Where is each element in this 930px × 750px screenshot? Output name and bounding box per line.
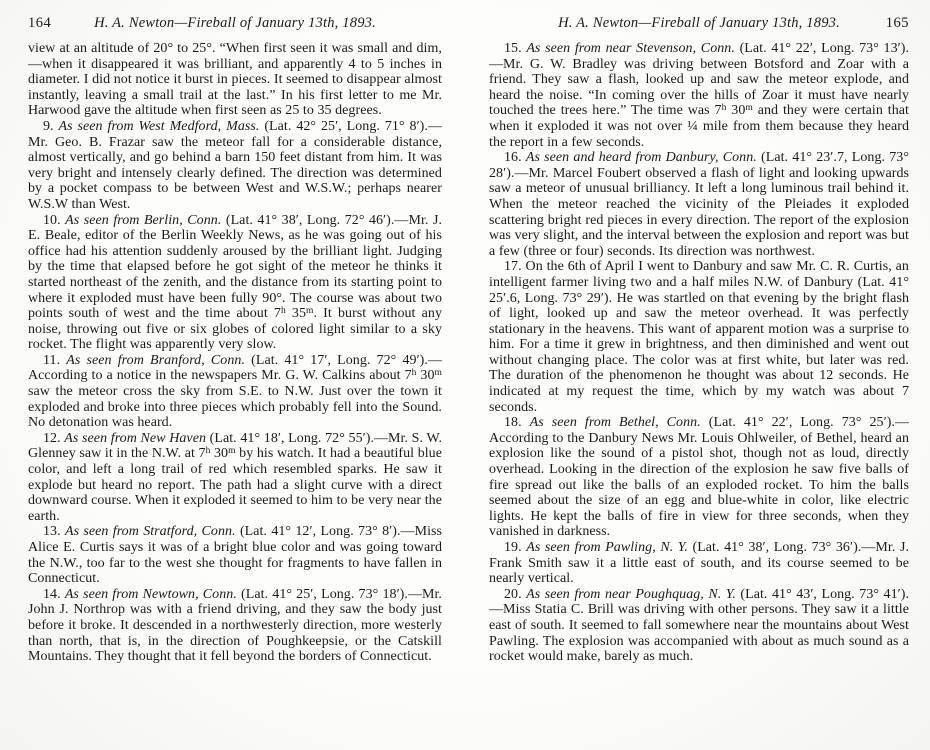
paragraph	[28, 587, 442, 665]
superscript: m	[434, 368, 442, 379]
text-run: (Lat. 41° 43′, Long. 73° 41′).—Miss Statia C. Brill was driving with other persons. They saw it a little east of south. It seemed to fall somewhere near the mountains about West Pawling. The explosion was accompanied with about as much sound as a rocket would make, barely as much.	[489, 586, 909, 665]
text-run: (Lat. 41° 17′, Long. 72° 49′).—According to a notice in the newspapers Mr. G. W. Calkins about 7	[28, 352, 442, 384]
superscript: h	[205, 446, 211, 457]
locality-phrase: As seen from Pawling, N. Y.	[526, 540, 688, 555]
superscript: m	[745, 103, 753, 114]
superscript: h	[280, 306, 286, 317]
text-run: by his watch. It had a beautiful blue color, and left a long trail of red which resembled sparks. He saw it explode but heard no report. The path had a slight curve with a direct downward course. When it exploded it seemed to him to be very near the earth.	[28, 446, 442, 524]
locality-phrase: As seen from Newtown, Conn.	[64, 586, 237, 602]
page-header-left	[28, 0, 442, 32]
text-run: (Lat. 41° 18′, Long. 72° 55′).—Mr. S. W. Glenney saw it in the N.W. at 7	[28, 430, 442, 462]
text-run: 10.	[43, 212, 66, 228]
paragraph	[489, 259, 909, 415]
page-body-left	[28, 41, 442, 665]
locality-phrase: As seen from Stratford, Conn.	[64, 524, 236, 540]
text-run: (Lat. 41° 22′, Long. 73° 13′).—Mr. G. W. Bradley was driving between Botsford and Zoar with a friend. They saw a flash, looked up and saw the meteor explode, and heard the noise. “In coming over the hills of Zoar it must have nearly touched the trees here.” The time was 7	[489, 41, 910, 119]
locality-phrase: As seen from West Medford, Mass.	[58, 118, 260, 134]
text-run: view at an altitude of 20° to 25°. “When first seen it was small and dim,—when it disappeared it was brilliant, and apparently 4 to 5 inches in diameter. I did not notice it burst in pieces. It seemed to disappear almost instantly, leaving a small trail at the last.” In his first letter to me Mr. Harwood gave the altitude when first seen as 25 to 35 degrees.	[28, 41, 442, 119]
page-left	[28, 0, 442, 665]
text-run: (Lat. 41° 12′, Long. 73° 8′).—Miss Alice E. Curtis says it was of a bright blue color and was going toward the N.W., too far to the west she thought for fragments to have fallen in Connecticut.	[28, 524, 443, 587]
text-run: 35	[285, 306, 307, 322]
text-run: 18.	[504, 415, 530, 431]
paragraph	[489, 587, 909, 665]
running-title-left: H. A. Newton—Fireball of January 13th, 1893.	[94, 15, 376, 31]
locality-phrase: As seen and heard from Danbury, Conn.	[525, 150, 757, 166]
page-header-right	[489, 0, 909, 32]
locality-phrase: As seen from Branford, Conn.	[66, 352, 245, 368]
text-run: 30	[210, 446, 229, 462]
locality-phrase: As seen from near Stevenson, Conn.	[526, 41, 735, 56]
text-run: 11.	[43, 352, 67, 368]
paragraph	[28, 213, 442, 353]
paragraph	[489, 41, 909, 150]
page-number-right: 165	[885, 15, 909, 31]
text-run: 30	[726, 103, 746, 119]
running-title-right: H. A. Newton—Fireball of January 13th, 1893.	[558, 15, 840, 31]
locality-phrase: As seen from Bethel, Conn.	[529, 415, 701, 431]
text-run: 9.	[43, 118, 59, 134]
text-run: (Lat. 41° 38′, Long. 73° 36′).—Mr. J. Frank Smith saw it a little east of south, and its course seemed to be nearly vertical.	[489, 540, 910, 587]
text-run: 20.	[504, 586, 527, 602]
text-run: 19.	[504, 540, 527, 555]
text-run: 13.	[43, 524, 65, 540]
text-run: 15.	[504, 41, 527, 56]
superscript: m	[228, 446, 236, 457]
text-run: 12.	[43, 430, 65, 446]
locality-phrase: As seen from Berlin, Conn.	[65, 212, 222, 228]
paragraph	[28, 524, 442, 586]
text-run: and they were certain that when it exploded it was not over ¼ mile from them because they heard the report in a few seconds.	[489, 103, 909, 150]
paragraph	[28, 431, 442, 525]
text-run: 14.	[43, 586, 65, 602]
text-run: 17. On the 6th of April I went to Danbury and saw Mr. C. R. Curtis, an intelligent farmer living two and a half miles N.W. of Danbury (Lat. 41° 25′.6, Long. 73° 29′). He was startled on that evening by the bright flash of light, looked up and saw the meteor overhead. It was perfectly stationary in the heavens. This want of apparent motion was a surprise to him. For a time it grew in brightness, and then diminished and went out without changing place. The color was at first white, but later was red. The duration of the phenomenon he thought was about 12 seconds. He indicated at my request the time, which by my watch was about 7 seconds.	[489, 259, 909, 415]
superscript: h	[721, 103, 727, 114]
text-run: . It burst without any noise, throwing out five or six globes of colored light similar to a sky rocket. The flight was apparently very slow.	[28, 306, 442, 353]
text-run: (Lat. 41° 23′.7, Long. 73° 28′).—Mr. Marcel Foubert observed a flash of light and looking upwards saw a meteor of unusual brilliancy. It left a long luminous trail behind it. When the meteor reached the vicinity of the Pleiades it exploded scattering bright red pieces in every direction. The report of the explosion was very slight, and the interval between the explosion and report was but a few (three or four) seconds. Its direction was northwest.	[489, 150, 910, 259]
text-run: (Lat. 42° 25′, Long. 71° 8′).—Mr. Geo. B. Frazar saw the meteor fall for a considerable distance, almost vertically, and go behind a barn 150 feet distant from him. It was very bright and intensely clearly defined. The direction was determined by a pocket compass to be between West and W.S.W.; perhaps nearer W.S.W than West.	[28, 118, 442, 212]
paragraph	[489, 540, 909, 587]
text-run: saw the meteor cross the sky from S.E. to N.W. Just over the town it exploded and broke into three pieces which probably fell into the Sound. No detonation was heard.	[28, 384, 442, 431]
superscript: m	[306, 306, 314, 317]
superscript: h	[411, 368, 417, 379]
paragraph	[489, 415, 909, 540]
paragraph	[28, 41, 442, 119]
text-run: (Lat. 41° 38′, Long. 72° 46′).—Mr. J. E. Beale, editor of the Berlin Weekly News, as he was going out of his office had his attention suddenly aroused by the brilliant light. Judging by the time that elapsed before he got sight of the meteor he thinks it started northeast of the zenith, and the distance from its starting point to where it exploded must have been fully 90°. The course was about two points south of west and the time about 7	[28, 212, 443, 322]
text-run: 16.	[504, 150, 526, 166]
text-run: 30	[416, 368, 435, 384]
page-right	[489, 0, 909, 665]
locality-phrase: As seen from near Poughquag, N. Y.	[526, 586, 736, 602]
paragraph	[28, 119, 442, 213]
text-run: (Lat. 41° 25′, Long. 73° 18′).—Mr. John J. Northrop was with a friend driving, and they saw the body just before it broke. It descended in a northwesterly direction, more westerly than north, that is, in the direction of Poughkeepsie, or the Catskill Mountains. They thought that it fell beyond the borders of Connecticut.	[28, 586, 442, 665]
page-number-left: 164	[28, 15, 52, 31]
locality-phrase: As seen from New Haven	[64, 430, 207, 446]
text-run: (Lat. 41° 22′, Long. 73° 25′).—According to the Danbury News Mr. Louis Ohlweiler, of Bethel, heard an explosion like the sound of a pistol shot, though not as loud, directly overhead. Looking in the direction of the explosion he saw five balls of fire spread out like the balls of an exploded rocket. To him the balls seemed about the size of an egg and blue-white in color, like electric lights. He kept the balls of fire in view for three seconds, when they vanished in darkness.	[489, 415, 910, 540]
paragraph	[489, 150, 909, 259]
paragraph	[28, 353, 442, 431]
page-body-right	[489, 41, 909, 665]
